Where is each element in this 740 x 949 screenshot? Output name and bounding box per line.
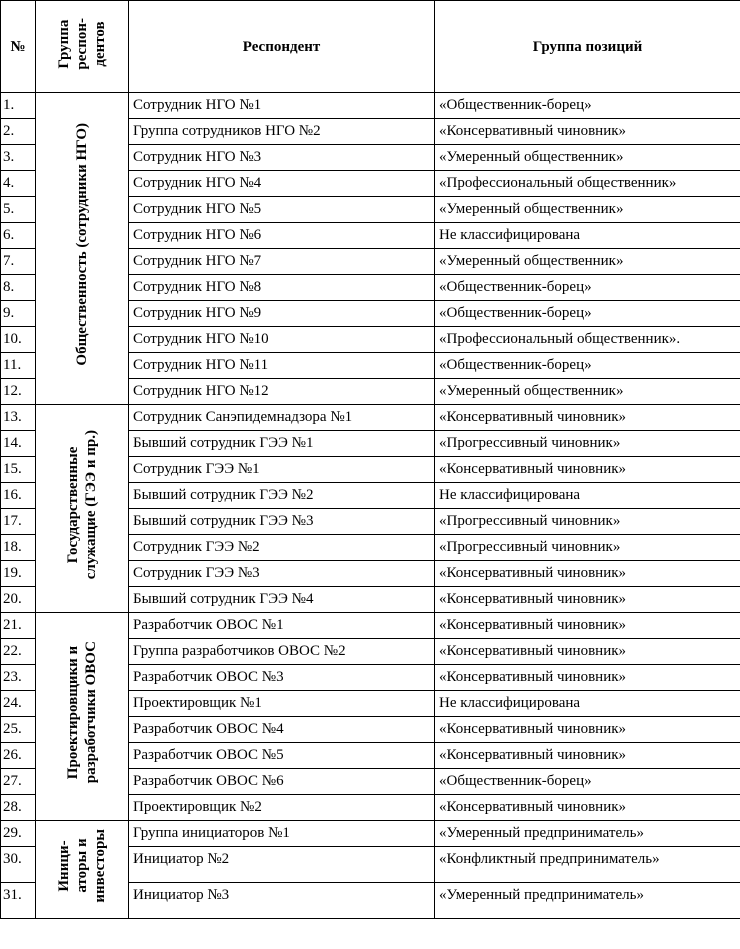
respondent-cell: Проектировщик №2 [129, 795, 435, 821]
position-group-cell: Не классифицирована [435, 223, 740, 249]
respondent-cell: Сотрудник НГО №12 [129, 379, 435, 405]
respondent-cell: Сотрудник НГО №4 [129, 171, 435, 197]
row-number: 17. [1, 509, 36, 535]
position-group-cell: «Умеренный общественник» [435, 249, 740, 275]
row-number: 30. [1, 847, 36, 883]
row-number: 6. [1, 223, 36, 249]
header-respondent: Респондент [129, 1, 435, 93]
respondent-cell: Сотрудник НГО №3 [129, 145, 435, 171]
row-number: 29. [1, 821, 36, 847]
position-group-cell: «Конфликтный предприниматель» [435, 847, 740, 883]
row-number: 24. [1, 691, 36, 717]
respondent-cell: Сотрудник НГО №6 [129, 223, 435, 249]
respondent-cell: Проектировщик №1 [129, 691, 435, 717]
respondent-group-label: Общественность (сотрудники НГО) [74, 123, 90, 366]
position-group-cell: «Консервативный чиновник» [435, 717, 740, 743]
respondent-cell: Группа разработчиков ОВОС №2 [129, 639, 435, 665]
respondent-cell: Инициатор №3 [129, 883, 435, 919]
respondent-group-label: служащие (ГЭЭ и пр.) [83, 429, 99, 580]
respondent-cell: Разработчик ОВОС №1 [129, 613, 435, 639]
position-group-cell: «Профессиональный общественник». [435, 327, 740, 353]
header-position-group: Группа позиций [435, 1, 740, 93]
position-group-cell: «Общественник-борец» [435, 353, 740, 379]
row-number: 20. [1, 587, 36, 613]
respondent-cell: Бывший сотрудник ГЭЭ №1 [129, 431, 435, 457]
header-group-line: дентов [92, 21, 108, 67]
respondent-group-cell [36, 405, 129, 613]
respondent-cell: Сотрудник ГЭЭ №2 [129, 535, 435, 561]
row-number: 8. [1, 275, 36, 301]
position-group-cell: «Общественник-борец» [435, 769, 740, 795]
row-number: 21. [1, 613, 36, 639]
respondent-cell: Сотрудник Санэпидемнадзора №1 [129, 405, 435, 431]
position-group-cell: «Профессиональный общественник» [435, 171, 740, 197]
respondent-group-label: разработчики ОВОС [83, 641, 99, 784]
table-row [1, 405, 740, 431]
respondent-group-cell [36, 93, 129, 405]
row-number: 25. [1, 717, 36, 743]
position-group-cell: «Консервативный чиновник» [435, 587, 740, 613]
header-row [1, 1, 740, 93]
respondent-cell: Сотрудник НГО №9 [129, 301, 435, 327]
row-number: 23. [1, 665, 36, 691]
header-group-line: Группа [56, 19, 72, 69]
position-group-cell: «Прогрессивный чиновник» [435, 431, 740, 457]
table-row [1, 821, 740, 847]
respondent-cell: Сотрудник НГО №5 [129, 197, 435, 223]
row-number: 12. [1, 379, 36, 405]
row-number: 15. [1, 457, 36, 483]
respondent-group-cell [36, 821, 129, 919]
respondent-cell: Инициатор №2 [129, 847, 435, 883]
respondent-group-label: инвесторы [92, 828, 108, 903]
position-group-cell: «Консервативный чиновник» [435, 613, 740, 639]
table-row [1, 613, 740, 639]
row-number: 10. [1, 327, 36, 353]
respondent-cell: Сотрудник НГО №1 [129, 93, 435, 119]
respondent-cell: Бывший сотрудник ГЭЭ №3 [129, 509, 435, 535]
header-group-line: респон- [74, 18, 90, 70]
row-number: 13. [1, 405, 36, 431]
respondent-group-label: аторы и [74, 838, 90, 893]
respondent-cell: Бывший сотрудник ГЭЭ №2 [129, 483, 435, 509]
respondent-cell: Сотрудник ГЭЭ №1 [129, 457, 435, 483]
respondent-cell: Разработчик ОВОС №5 [129, 743, 435, 769]
position-group-cell: «Общественник-борец» [435, 275, 740, 301]
row-number: 26. [1, 743, 36, 769]
position-group-cell: «Консервативный чиновник» [435, 561, 740, 587]
row-number: 11. [1, 353, 36, 379]
respondent-group-label: Проектировщики и [65, 645, 81, 780]
respondent-cell: Сотрудник НГО №8 [129, 275, 435, 301]
respondent-group-label: Государственные [65, 446, 81, 563]
row-number: 16. [1, 483, 36, 509]
row-number: 27. [1, 769, 36, 795]
row-number: 2. [1, 119, 36, 145]
respondent-cell: Группа инициаторов №1 [129, 821, 435, 847]
position-group-cell: «Прогрессивный чиновник» [435, 509, 740, 535]
respondent-cell: Разработчик ОВОС №6 [129, 769, 435, 795]
position-group-cell: «Умеренный предприниматель» [435, 821, 740, 847]
position-group-cell: Не классифицирована [435, 691, 740, 717]
row-number: 31. [1, 883, 36, 919]
respondent-cell: Бывший сотрудник ГЭЭ №4 [129, 587, 435, 613]
respondent-cell: Разработчик ОВОС №3 [129, 665, 435, 691]
position-group-cell: «Консервативный чиновник» [435, 743, 740, 769]
respondent-cell: Сотрудник НГО №11 [129, 353, 435, 379]
respondent-cell: Группа сотрудников НГО №2 [129, 119, 435, 145]
position-group-cell: «Консервативный чиновник» [435, 665, 740, 691]
table-body [1, 93, 740, 919]
row-number: 19. [1, 561, 36, 587]
row-number: 3. [1, 145, 36, 171]
respondent-cell: Разработчик ОВОС №4 [129, 717, 435, 743]
respondent-group-label: Иници- [56, 839, 72, 892]
position-group-cell: «Умеренный общественник» [435, 379, 740, 405]
position-group-cell: «Консервативный чиновник» [435, 639, 740, 665]
position-group-cell: «Умеренный общественник» [435, 197, 740, 223]
position-group-cell: «Умеренный общественник» [435, 145, 740, 171]
position-group-cell: Не классифицирована [435, 483, 740, 509]
position-group-cell: «Умеренный предприниматель» [435, 883, 740, 919]
row-number: 7. [1, 249, 36, 275]
position-group-cell: «Общественник-борец» [435, 93, 740, 119]
position-group-cell: «Консервативный чиновник» [435, 795, 740, 821]
row-number: 5. [1, 197, 36, 223]
respondent-cell: Сотрудник ГЭЭ №3 [129, 561, 435, 587]
row-number: 18. [1, 535, 36, 561]
position-group-cell: «Прогрессивный чиновник» [435, 535, 740, 561]
row-number: 9. [1, 301, 36, 327]
row-number: 14. [1, 431, 36, 457]
position-group-cell: «Консервативный чиновник» [435, 119, 740, 145]
respondent-group-cell [36, 613, 129, 821]
position-group-cell: «Общественник-борец» [435, 301, 740, 327]
row-number: 4. [1, 171, 36, 197]
header-group [36, 1, 129, 93]
position-group-cell: «Консервативный чиновник» [435, 405, 740, 431]
respondent-cell: Сотрудник НГО №7 [129, 249, 435, 275]
row-number: 22. [1, 639, 36, 665]
table-row [1, 93, 740, 119]
respondent-cell: Сотрудник НГО №10 [129, 327, 435, 353]
row-number: 1. [1, 93, 36, 119]
position-group-cell: «Консервативный чиновник» [435, 457, 740, 483]
row-number: 28. [1, 795, 36, 821]
header-num: № [1, 1, 36, 93]
